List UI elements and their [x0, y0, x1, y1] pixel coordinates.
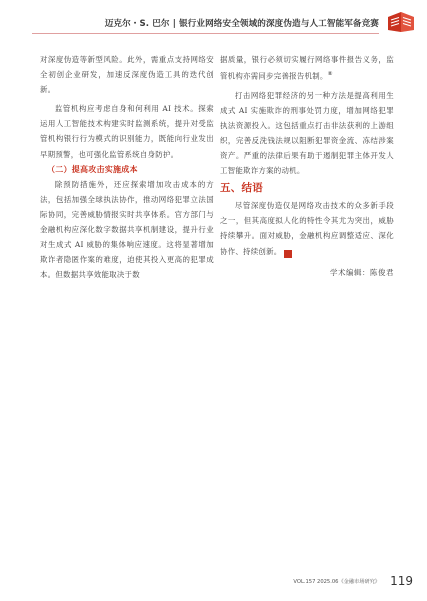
paragraph: 打击网络犯罪经济的另一种方法是提高利用生成式 AI 实施欺诈的刑事处罚力度，增加网络犯罪执法资源投入。这包括重点打击非法获利的上游组织，完善反洗钱法规以阻断犯罪资金流、冻结涉案资产。严重的法律后果有助于遏制犯罪主体开发人工智能欺诈方案的动机。 [220, 90, 394, 176]
section-heading: 五、结语 [220, 182, 263, 195]
left-column [40, 52, 214, 282]
journal-logo-icon [385, 8, 417, 34]
academic-editor: 学术编辑：陈俊君 [330, 267, 394, 277]
journal-issue: VOL.157 2025.06《金融市场研究》 [293, 579, 380, 585]
paragraph-text: 尽管深度伪造仅是网络攻击技术的众多新手段之一，但其高度拟人化的特性令其尤为突出，威胁持续攀升。面对威胁，金融机构应调整适应、深化协作、持续创新。 [220, 201, 394, 256]
paragraph-text: 据质量，银行必须切实履行网络事件报告义务，监管机构亦需同步完善报告机制。 [220, 55, 394, 81]
page-footer [293, 570, 413, 589]
header-rule [32, 33, 379, 34]
paragraph [220, 198, 394, 258]
page-number: 119 [390, 574, 413, 588]
paragraph: 监管机构应考虑自身和何利用 AI 技术。探索运用人工智能技术构建实时监测系统，提升对受监管机构银行行为模式的识别能力，既能向行业发出早期预警，也可强化监管系统自身防护。 [40, 104, 214, 159]
subsection-heading: （二）提高攻击实施成本 [47, 164, 138, 174]
footnote-marker: ⑧ [327, 71, 333, 78]
end-mark-icon: N [284, 250, 292, 258]
running-title: 迈克尔・S. 巴尔 | 银行业网络安全领域的深度伪造与人工智能军备竞赛 [104, 19, 379, 29]
paragraph: 对深度伪造等新型风险。此外，需重点支持网络安全初创企业研发，加速反深度伪造工具的迭代创新。 [40, 55, 214, 95]
page-header [0, 0, 427, 40]
paragraph: 除预防措施外，还应探索增加攻击成本的方法，包括加强全球执法协作，推动网络犯罪立法国际协同，完善威胁情报实时共享体系。官方部门与金融机构应深化数字数据共享机制建设，提升行业对生成式 AI 威胁的集体响应速度。这将显著增加欺诈者隐匿作案的难度，迫使其投入更高的犯罪成本。但数据共享效能取决于数 [40, 179, 214, 280]
right-column [220, 52, 394, 280]
paragraph [220, 52, 394, 84]
